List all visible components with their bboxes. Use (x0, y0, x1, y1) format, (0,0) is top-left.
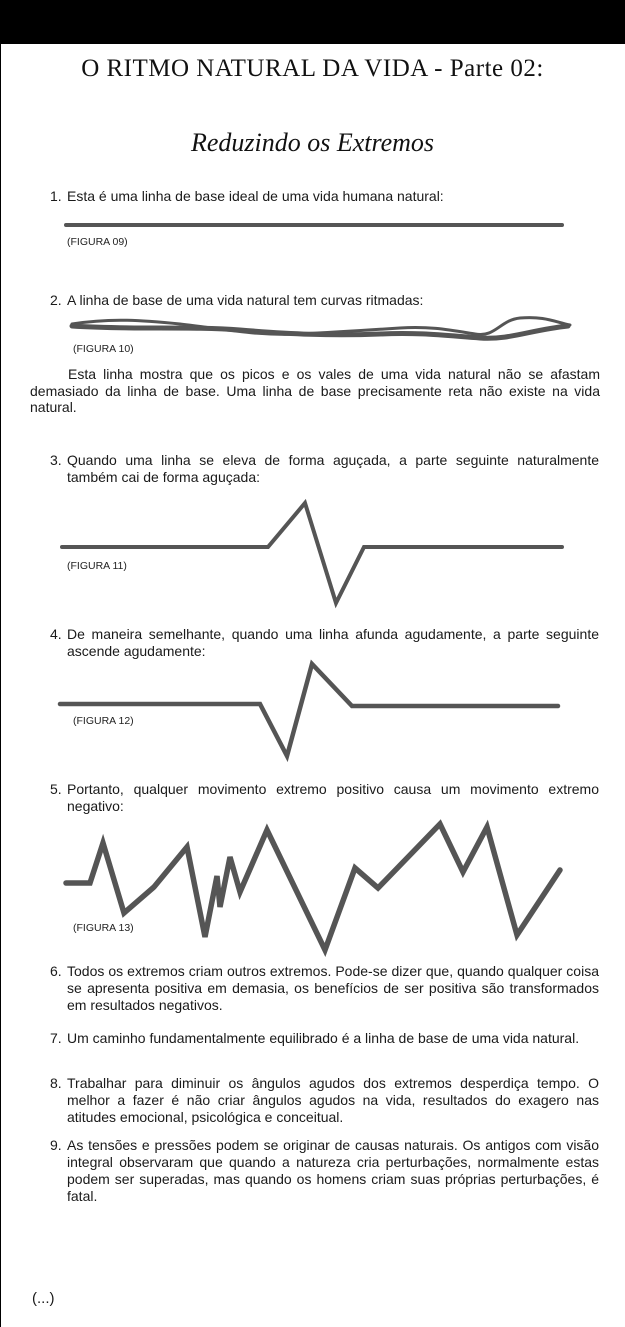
list-item-7 (50, 1030, 599, 1047)
list-item-text: Quando uma linha se eleva de forma aguçada, a parte seguinte naturalmente também cai de forma aguçada: (67, 452, 599, 485)
list-item-2 (50, 292, 597, 309)
list-item-text: A linha de base de uma vida natural tem curvas ritmadas: (67, 292, 424, 308)
figure-13-line (66, 824, 560, 950)
list-item-text: Esta é uma linha de base ideal de uma vida humana natural: (67, 188, 444, 204)
list-item-number: 6. (50, 963, 62, 979)
page-title: O RITMO NATURAL DA VIDA - Parte 02: (81, 55, 544, 82)
figure-12-line (60, 664, 558, 756)
list-item-text: Portanto, qualquer movimento extremo positivo causa um movimento extremo negativo: (67, 781, 599, 814)
figure-11-line (62, 503, 562, 603)
list-item-1 (50, 188, 597, 205)
list-item-number: 4. (50, 626, 62, 642)
figure-13-caption: (FIGURA 13) (73, 922, 134, 934)
list-item-number: 7. (50, 1030, 62, 1046)
list-item-4 (50, 626, 599, 660)
list-item-number: 1. (50, 188, 62, 204)
list-item-number: 3. (50, 452, 62, 468)
figure-12-caption: (FIGURA 12) (73, 715, 134, 727)
figure-09-caption: (FIGURA 09) (67, 236, 128, 248)
page-subtitle: Reduzindo os Extremos (190, 128, 435, 157)
body-paragraph: Esta linha mostra que os picos e os vales de uma vida natural não se afastam demasiado da linha de base. Uma linha de base precisamente reta não existe na vida natural. (30, 366, 600, 415)
list-item-6 (50, 963, 599, 1014)
list-item-9 (50, 1137, 599, 1205)
figure-11-caption: (FIGURA 11) (67, 560, 127, 572)
list-item-8 (50, 1075, 599, 1126)
list-item-5 (50, 781, 599, 815)
list-item-text: Um caminho fundamentalmente equilibrado é a linha de base de uma vida natural. (67, 1030, 580, 1046)
continuation-ellipsis: (...) (32, 1290, 55, 1307)
list-item-text: As tensões e pressões podem se originar de causas naturais. Os antigos com visão integral observaram que quando a natureza cria perturbações, normalmente estas podem ser superadas, mas quando os homens criam suas próprias perturbações, é fatal. (67, 1137, 599, 1204)
list-item-text: Todos os extremos criam outros extremos. Pode-se dizer que, quando qualquer coisa se apresenta positiva em demasia, os benefícios de ser positiva são transformados em resultados negativos. (67, 963, 599, 1013)
list-item-3 (50, 452, 599, 486)
list-item-number: 2. (50, 292, 62, 308)
list-item-number: 9. (50, 1137, 62, 1153)
list-item-text: De maneira semelhante, quando uma linha afunda agudamente, a parte seguinte ascende agudamente: (67, 626, 599, 659)
list-item-number: 8. (50, 1075, 62, 1091)
list-item-text: Trabalhar para diminuir os ângulos agudos dos extremos desperdiça tempo. O melhor a fazer é não criar ângulos agudos na vida, resultados do exagero nas atitudes emocional, psicológica e conceitual. (67, 1075, 599, 1125)
list-item-number: 5. (50, 781, 62, 797)
figure-10-caption: (FIGURA 10) (73, 343, 134, 355)
